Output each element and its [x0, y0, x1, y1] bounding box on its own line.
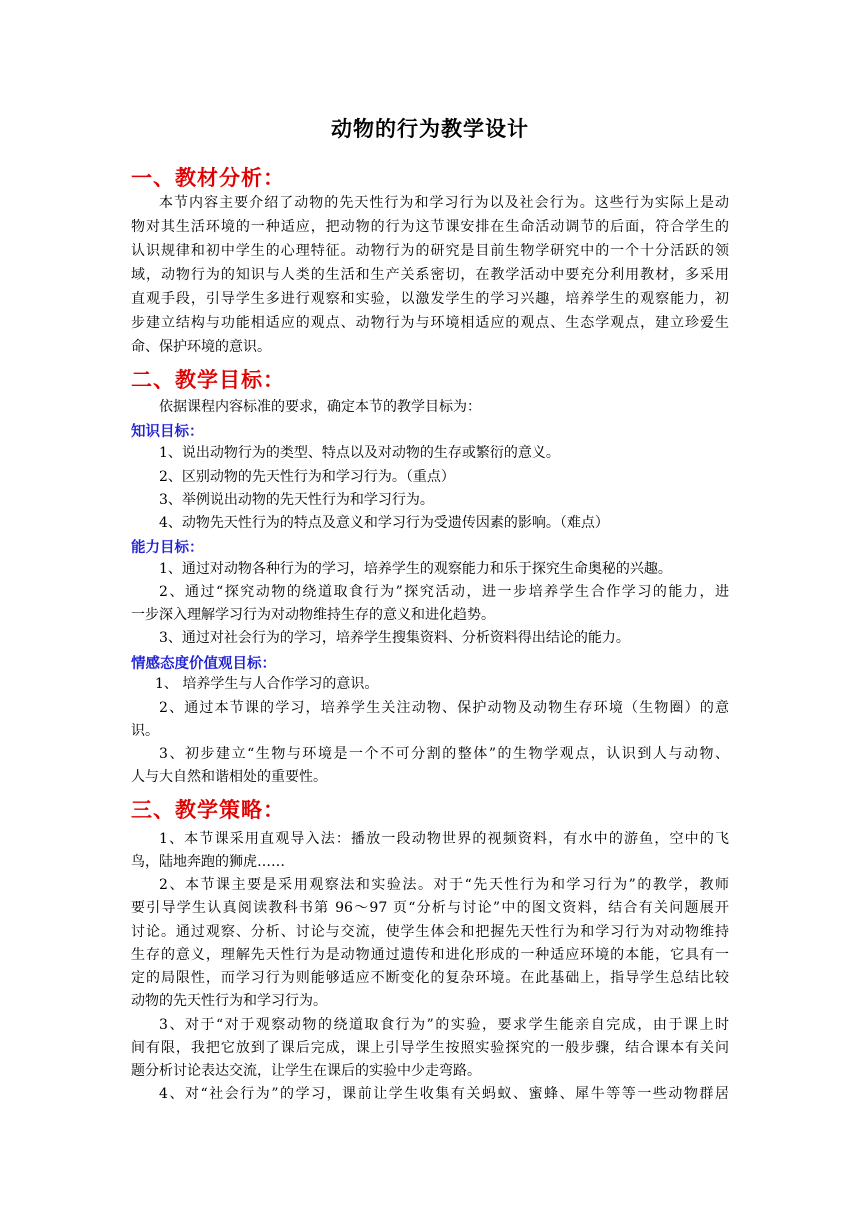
section-heading-material-analysis: 一、教材分析： — [131, 165, 285, 190]
paragraph-line: 鸟，陆地奔跑的狮虎…… — [131, 854, 285, 870]
list-item: 4、动物先天性行为的特点及意义和学习行为受遗传因素的影响。（难点） — [159, 515, 609, 531]
paragraph-line: 4、对“社会行为”的学习，课前让学生收集有关蚂蚁、蜜蜂、犀牛等等一些动物群居 — [159, 1086, 729, 1102]
list-item-continuation: 一步深入理解学习行为对动物维持生存的意义和进化趋势。 — [131, 607, 495, 623]
paragraph-line: 题分析讨论表达交流，让学生在课后的实验中少走弯路。 — [131, 1063, 481, 1079]
paragraph-line: 步建立结构与功能相适应的观点、动物行为与环境相适应的观点、生态学观点，建立珍爱生 — [131, 315, 729, 331]
paragraph-line: 定的局限性，而学习行为则能够适应不断变化的复杂环境。在此基础上，指导学生总结比较 — [131, 970, 729, 986]
paragraph-line: 讨论。通过观察、分析、讨论与交流，使学生体会和把握先天性行为和学习行为对动物维持 — [131, 924, 729, 940]
paragraph-line: 间有限，我把它放到了课后完成，课上引导学生按照实验探究的一般步骤，结合课本有关问 — [131, 1040, 729, 1056]
list-item: 2、区别动物的先天性行为和学习行为。（重点） — [159, 469, 455, 485]
paragraph-line: 认识规律和初中学生的心理特征。动物行为的研究是目前生物学研究中的一个十分活跃的领 — [131, 243, 729, 259]
paragraph-line: 直观手段，引导学生多进行观察和实验，以激发学生的学习兴趣，培养学生的观察能力，初 — [131, 291, 729, 307]
paragraph-line: 生存的意义，理解先天性行为是动物通过遗传和进化形成的一种适应环境的本能，它具有一 — [131, 947, 729, 963]
list-item: 1、 培养学生与人合作学习的意识。 — [155, 676, 379, 692]
list-item: 3、初步建立“生物与环境是一个不可分割的整体”的生物学观点，认识到人与动物、 — [159, 746, 729, 762]
list-item: 2、通过“探究动物的绕道取食行为”探究活动，进一步培养学生合作学习的能力，进 — [159, 584, 729, 600]
paragraph-line: 1、本节课采用直观导入法：播放一段动物世界的视频资料，有水中的游鱼，空中的飞 — [159, 831, 729, 847]
subheading-knowledge-goals: 知识目标： — [131, 423, 204, 440]
list-item: 1、说出动物行为的类型、特点以及对动物的生存或繁衍的意义。 — [159, 445, 560, 461]
list-item: 3、举例说出动物的先天性行为和学习行为。 — [159, 492, 434, 508]
list-item-continuation: 识。 — [131, 723, 159, 739]
section-heading-teaching-goals: 二、教学目标： — [131, 367, 285, 392]
section-heading-teaching-strategy: 三、教学策略： — [131, 797, 285, 822]
list-item-continuation: 人与大自然和谐相处的重要性。 — [131, 769, 327, 785]
paragraph-line: 本节内容主要介绍了动物的先天性行为和学习行为以及社会行为。这些行为实际上是动 — [159, 195, 729, 211]
paragraph-line: 命、保护环境的意识。 — [131, 339, 271, 355]
paragraph-line: 动物的先天性行为和学习行为。 — [131, 993, 327, 1009]
subheading-emotion-goals: 情感态度价值观目标： — [131, 655, 276, 672]
paragraph-line: 物对其生活环境的一种适应，把动物的行为这节课安排在生命活动调节的后面，符合学生的 — [131, 219, 729, 235]
paragraph-line: 域，动物行为的知识与人类的生活和生产关系密切，在教学活动中要充分利用教材，多采用 — [131, 267, 729, 283]
paragraph-line: 要引导学生认真阅读教科书第 96～97 页“分析与讨论”中的图文资料，结合有关问题展开 — [131, 900, 729, 916]
list-item: 2、通过本节课的学习，培养学生关注动物、保护动物及动物生存环境（生物圈）的意 — [159, 700, 729, 716]
document-title: 动物的行为教学设计 — [331, 116, 529, 141]
paragraph-line: 2、本节课主要是采用观察法和实验法。对于“先天性行为和学习行为”的教学，教师 — [159, 877, 729, 893]
goals-intro: 依据课程内容标准的要求，确定本节的教学目标为： — [159, 399, 481, 415]
subheading-ability-goals: 能力目标： — [131, 539, 204, 556]
list-item: 1、通过对动物各种行为的学习，培养学生的观察能力和乐于探究生命奥秘的兴趣。 — [159, 561, 672, 577]
list-item: 3、通过对社会行为的学习，培养学生搜集资料、分析资料得出结论的能力。 — [159, 630, 630, 646]
paragraph-line: 3、对于“对于观察动物的绕道取食行为”的实验，要求学生能亲自完成，由于课上时 — [159, 1017, 729, 1033]
